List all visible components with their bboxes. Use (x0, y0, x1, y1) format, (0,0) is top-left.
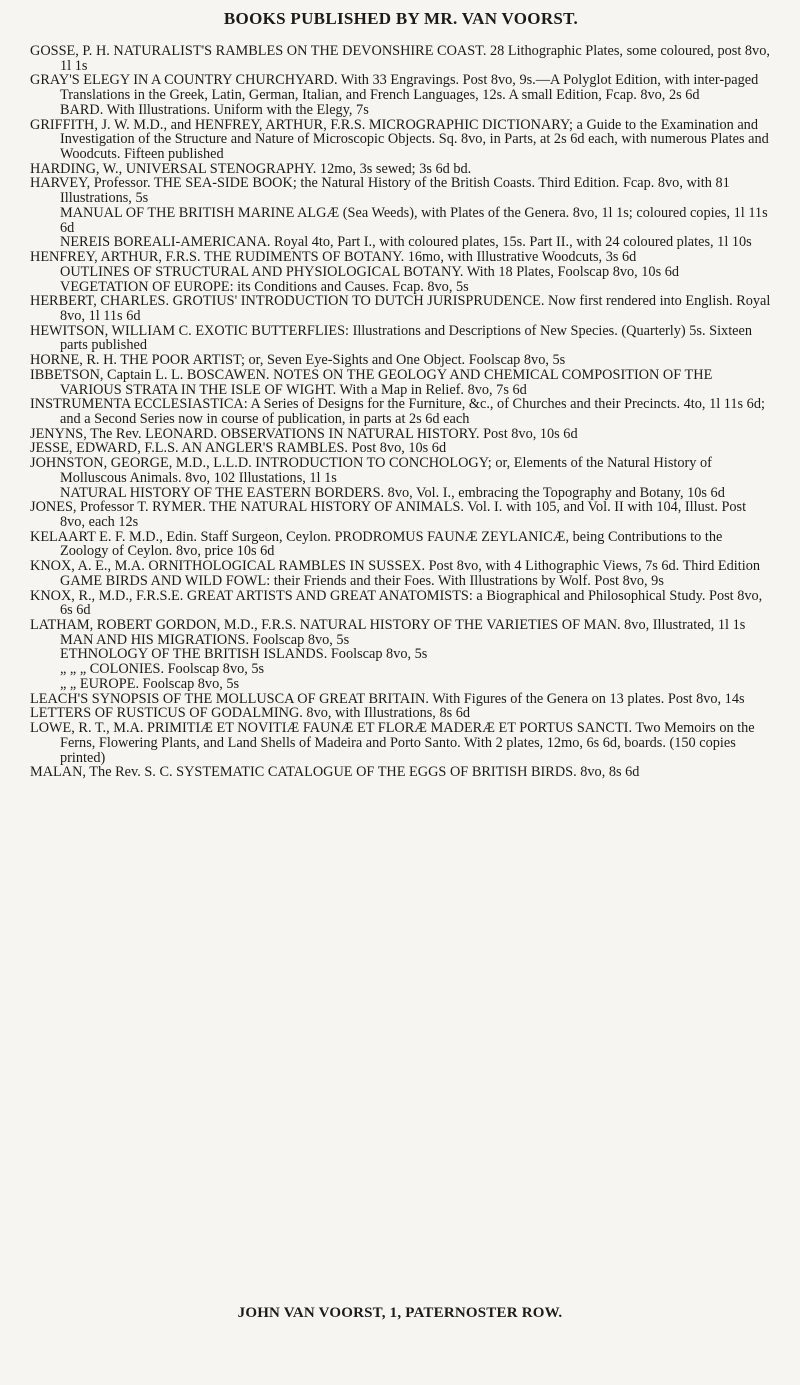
book-entry: KNOX, A. E., M.A. ORNITHOLOGICAL RAMBLES IN SUSSEX. Post 8vo, with 4 Lithographic Views, 7s 6d. Third Edition (30, 558, 761, 575)
book-entry: LETTERS OF RUSTICUS OF GODALMING. 8vo, with Illustrations, 8s 6d (30, 705, 471, 722)
book-entry: JESSE, EDWARD, F.L.S. AN ANGLER'S RAMBLES. Post 8vo, 10s 6d (30, 440, 447, 457)
book-entry: HARVEY, Professor. THE SEA-SIDE BOOK; the Natural History of the British Coasts. Third Edition. Fcap. 8vo, with 81 Illustrations, 5s (30, 175, 730, 207)
book-entry: MALAN, The Rev. S. C. SYSTEMATIC CATALOGUE OF THE EGGS OF BRITISH BIRDS. 8vo, 8s 6d (30, 764, 640, 781)
book-entry: JONES, Professor T. RYMER. THE NATURAL HISTORY OF ANIMALS. Vol. I. with 105, and Vol. II with 104, Illust. Post 8vo, each 12s (30, 499, 747, 530)
book-entry: INSTRUMENTA ECCLESIASTICA: A Series of Designs for the Furniture, &c., of Churches and their Precincts. 4to, 1l 11s 6d; and a Second Series now in course of publication, in parts at 2s 6d each (30, 396, 765, 427)
book-entry: NEREIS BOREALI-AMERICANA. Royal 4to, Part I., with coloured plates, 15s. Part II., with 24 coloured plates, 1l 10s (60, 234, 752, 251)
page-header: BOOKS PUBLISHED BY MR. VAN VOORST. (223, 9, 579, 28)
book-entry: „ „ EUROPE. Foolscap 8vo, 5s (60, 675, 240, 692)
book-entry: HENFREY, ARTHUR, F.R.S. THE RUDIMENTS OF BOTANY. 16mo, with Illustrative Woodcuts, 3s 6d (30, 249, 637, 266)
book-entry: KELAART E. F. M.D., Edin. Staff Surgeon, Ceylon. PRODROMUS FAUNÆ ZEYLANICÆ, being Contributions to the Zoology of Ceylon. 8vo, price 10s 6d (30, 528, 723, 560)
book-entry: LATHAM, ROBERT GORDON, M.D., F.R.S. NATURAL HISTORY OF THE VARIETIES OF MAN. 8vo, Illustrated, 1l 1s (30, 617, 746, 634)
book-entry: OUTLINES OF STRUCTURAL AND PHYSIOLOGICAL BOTANY. With 18 Plates, Foolscap 8vo, 10s 6d (60, 263, 680, 280)
book-entry: JENYNS, The Rev. LEONARD. OBSERVATIONS IN NATURAL HISTORY. Post 8vo, 10s 6d (30, 425, 578, 442)
book-entry: HORNE, R. H. THE POOR ARTIST; or, Seven Eye-Sights and One Object. Foolscap 8vo, 5s (30, 352, 566, 369)
book-entry: LEACH'S SYNOPSIS OF THE MOLLUSCA OF GREAT BRITAIN. With Figures of the Genera on 13 plates. Post 8vo, 14s (30, 690, 745, 707)
book-entry: BARD. With Illustrations. Uniform with the Elegy, 7s (60, 101, 369, 118)
book-entry: KNOX, R., M.D., F.R.S.E. GREAT ARTISTS AND GREAT ANATOMISTS: a Biographical and Philosophical Study. Post 8vo, 6s 6d (30, 587, 763, 619)
book-list (30, 44, 772, 780)
book-entry: GRAY'S ELEGY IN A COUNTRY CHURCHYARD. With 33 Engravings. Post 8vo, 9s.—A Polyglot Edition, with inter-paged Translations in the Greek, Latin, German, Italian, and French Languages, 12s. A small Edition, Fcap. 8vo, 2s 6d (30, 72, 759, 104)
book-entry: MANUAL OF THE BRITISH MARINE ALGÆ (Sea Weeds), with Plates of the Genera. 8vo, 1l 1s; coloured copies, 1l 11s 6d (60, 204, 768, 236)
book-entry: LOWE, R. T., M.A. PRIMITIÆ ET NOVITIÆ FAUNÆ ET FLORÆ MADERÆ ET PORTUS SANCTI. Two Memoirs on the Ferns, Flowering Plants, and Land Shells of Madeira and Porto Santo. With 2 plates, 12mo, 6s 6d, boards. (150 copies printed) (30, 720, 755, 766)
book-entry: HERBERT, CHARLES. GROTIUS' INTRODUCTION TO DUTCH JURISPRUDENCE. Now first rendered into English. Royal 8vo, 1l 11s 6d (30, 293, 771, 324)
book-entry: JOHNSTON, GEORGE, M.D., L.L.D. INTRODUCTION TO CONCHOLOGY; or, Elements of the Natural History of Molluscous Animals. 8vo, 102 Illustations, 1l 1s (30, 455, 712, 486)
publisher-imprint: JOHN VAN VOORST, 1, PATERNOSTER ROW. (237, 1305, 563, 1321)
book-entry: MAN AND HIS MIGRATIONS. Foolscap 8vo, 5s (60, 631, 350, 648)
book-entry: HEWITSON, WILLIAM C. EXOTIC BUTTERFLIES: Illustrations and Descriptions of New Species. (Quarterly) 5s. Sixteen parts published (30, 322, 752, 354)
book-entry: ETHNOLOGY OF THE BRITISH ISLANDS. Foolscap 8vo, 5s (60, 646, 428, 663)
book-entry: GRIFFITH, J. W. M.D., and HENFREY, ARTHUR, F.R.S. MICROGRAPHIC DICTIONARY; a Guide to the Examination and Investigation of the Structure and Nature of Microscopic Objects. Sq. 8vo, in Parts, at 2s 6d each, with numerous Plates and Woodcuts. Fifteen published (30, 116, 769, 163)
book-entry: NATURAL HISTORY OF THE EASTERN BORDERS. 8vo, Vol. I., embracing the Topography and Botany, 10s 6d (60, 484, 725, 501)
book-entry: IBBETSON, Captain L. L. BOSCAWEN. NOTES ON THE GEOLOGY AND CHEMICAL COMPOSITION OF THE VARIOUS STRATA IN THE ISLE OF WIGHT. With a Map in Relief. 8vo, 7s 6d (30, 366, 713, 398)
book-entry: GAME BIRDS AND WILD FOWL: their Friends and their Foes. With Illustrations by Wolf. Post 8vo, 9s (60, 572, 664, 589)
book-entry: HARDING, W., UNIVERSAL STENOGRAPHY. 12mo, 3s sewed; 3s 6d bd. (30, 160, 472, 177)
book-entry: GOSSE, P. H. NATURALIST'S RAMBLES ON THE DEVONSHIRE COAST. 28 Lithographic Plates, some coloured, post 8vo, 1l 1s (30, 43, 770, 74)
book-entry: „ „ „ COLONIES. Foolscap 8vo, 5s (60, 661, 265, 678)
book-entry: VEGETATION OF EUROPE: its Conditions and Causes. Fcap. 8vo, 5s (60, 278, 469, 295)
